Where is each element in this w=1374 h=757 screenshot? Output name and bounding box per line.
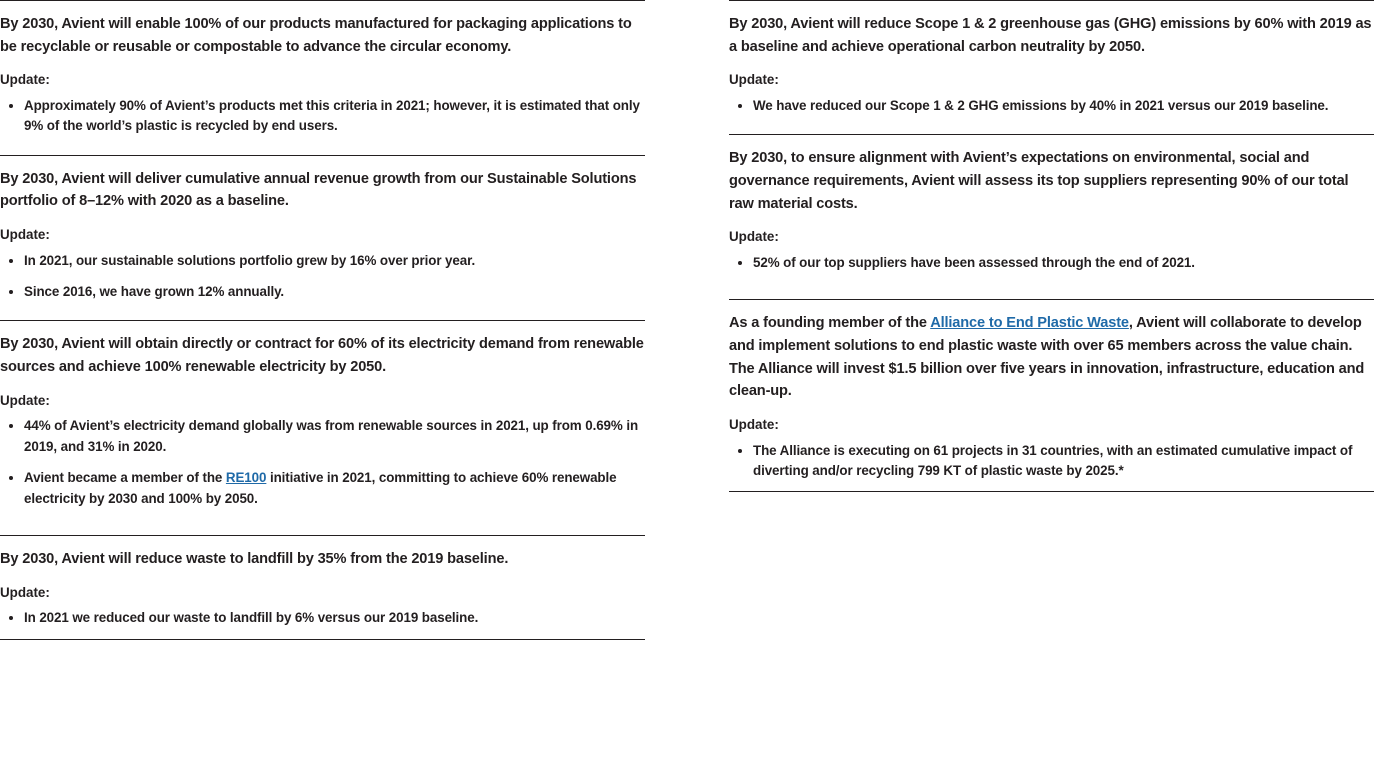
text-after-link: initiative in 2021, committing to achieve 60% renewable electricity by 2030 and 100% by 2050. <box>24 470 617 506</box>
re100-link[interactable]: RE100 <box>225 470 267 486</box>
text-before-link: Avient became a member of the <box>24 470 226 486</box>
goal-statement: By 2030, Avient will deliver cumulative annual revenue growth from our Sustainable Solutions portfolio of 8–12% with 2020 as a baseline. <box>0 170 637 210</box>
goal-block-sustainable-solutions <box>0 155 645 313</box>
update-list <box>729 441 1374 482</box>
goal-statement-with-link <box>729 312 1374 402</box>
text-before-link: As a founding member of the <box>729 315 931 332</box>
goal-statement: By 2030, Avient will reduce Scope 1 & 2 greenhouse gas (GHG) emissions by 60% with 2019 as a baseline and achieve operational carbon neutrality by 2050. <box>729 16 1372 55</box>
update-list <box>0 96 645 137</box>
goal-block-packaging <box>0 0 645 147</box>
left-column <box>0 0 645 757</box>
update-list <box>729 96 1374 116</box>
list-item-with-link <box>0 468 645 509</box>
block-spacer <box>729 283 1374 299</box>
list-item: In 2021, our sustainable solutions portfolio grew by 16% over prior year. <box>0 251 645 271</box>
list-item: Since 2016, we have grown 12% annually. <box>0 282 645 302</box>
goal-block-waste-to-landfill <box>0 535 645 640</box>
text-after-link: , Avient will collaborate to develop and implement solutions to end plastic waste with over 65 members across the value chain. The Alliance will invest $1.5 billion over five years in innovation, infrastructure, education and clean-up. <box>729 315 1365 400</box>
goal-statement: By 2030, Avient will obtain directly or contract for 60% of its electricity demand from renewable sources and achieve 100% renewable electricity by 2050. <box>0 336 644 376</box>
list-item: Approximately 90% of Avient’s products met this criteria in 2021; however, it is estimated that only 9% of the world’s plastic is recycled by end users. <box>0 96 645 137</box>
list-item: The Alliance is executing on 61 projects in 31 countries, with an estimated cumulative impact of diverting and/or recycling 799 KT of plastic waste by 2025.* <box>729 441 1374 482</box>
list-item: In 2021 we reduced our waste to landfill by 6% versus our 2019 baseline. <box>0 608 645 628</box>
update-list <box>0 416 645 509</box>
update-list <box>729 253 1374 273</box>
update-label: Update: <box>0 72 50 88</box>
update-label: Update: <box>0 392 50 408</box>
block-spacer <box>0 312 645 320</box>
goal-statement: By 2030, Avient will reduce waste to landfill by 35% from the 2019 baseline. <box>0 550 509 567</box>
update-label: Update: <box>729 229 779 245</box>
block-spacer <box>0 147 645 155</box>
goal-statement: By 2030, to ensure alignment with Avient’s expectations on environmental, social and governance requirements, Avient will assess its top suppliers representing 90% of our total raw material costs. <box>729 150 1349 212</box>
update-list <box>0 608 645 628</box>
list-item: 52% of our top suppliers have been assessed through the end of 2021. <box>729 253 1374 273</box>
update-list <box>0 251 645 303</box>
update-label: Update: <box>0 226 50 242</box>
goal-block-ghg-emissions <box>729 0 1374 126</box>
update-label: Update: <box>0 584 50 600</box>
block-spacer <box>0 519 645 535</box>
right-column <box>729 0 1374 757</box>
goal-block-renewable-electricity <box>0 320 645 518</box>
goal-block-supplier-assessment <box>729 134 1374 283</box>
alliance-to-end-plastic-waste-link[interactable]: Alliance to End Plastic Waste <box>930 315 1129 332</box>
goal-block-alliance-end-plastic-waste <box>729 299 1374 492</box>
update-label: Update: <box>729 72 779 88</box>
goal-statement: By 2030, Avient will enable 100% of our products manufactured for packaging applications to be recyclable or reusable or compostable to advance the circular economy. <box>0 16 632 55</box>
list-item: 44% of Avient’s electricity demand globally was from renewable sources in 2021, up from 0.69% in 2019, and 31% in 2020. <box>0 416 645 457</box>
list-item: We have reduced our Scope 1 & 2 GHG emissions by 40% in 2021 versus our 2019 baseline. <box>729 96 1374 116</box>
block-spacer <box>729 126 1374 134</box>
update-label: Update: <box>729 416 779 432</box>
